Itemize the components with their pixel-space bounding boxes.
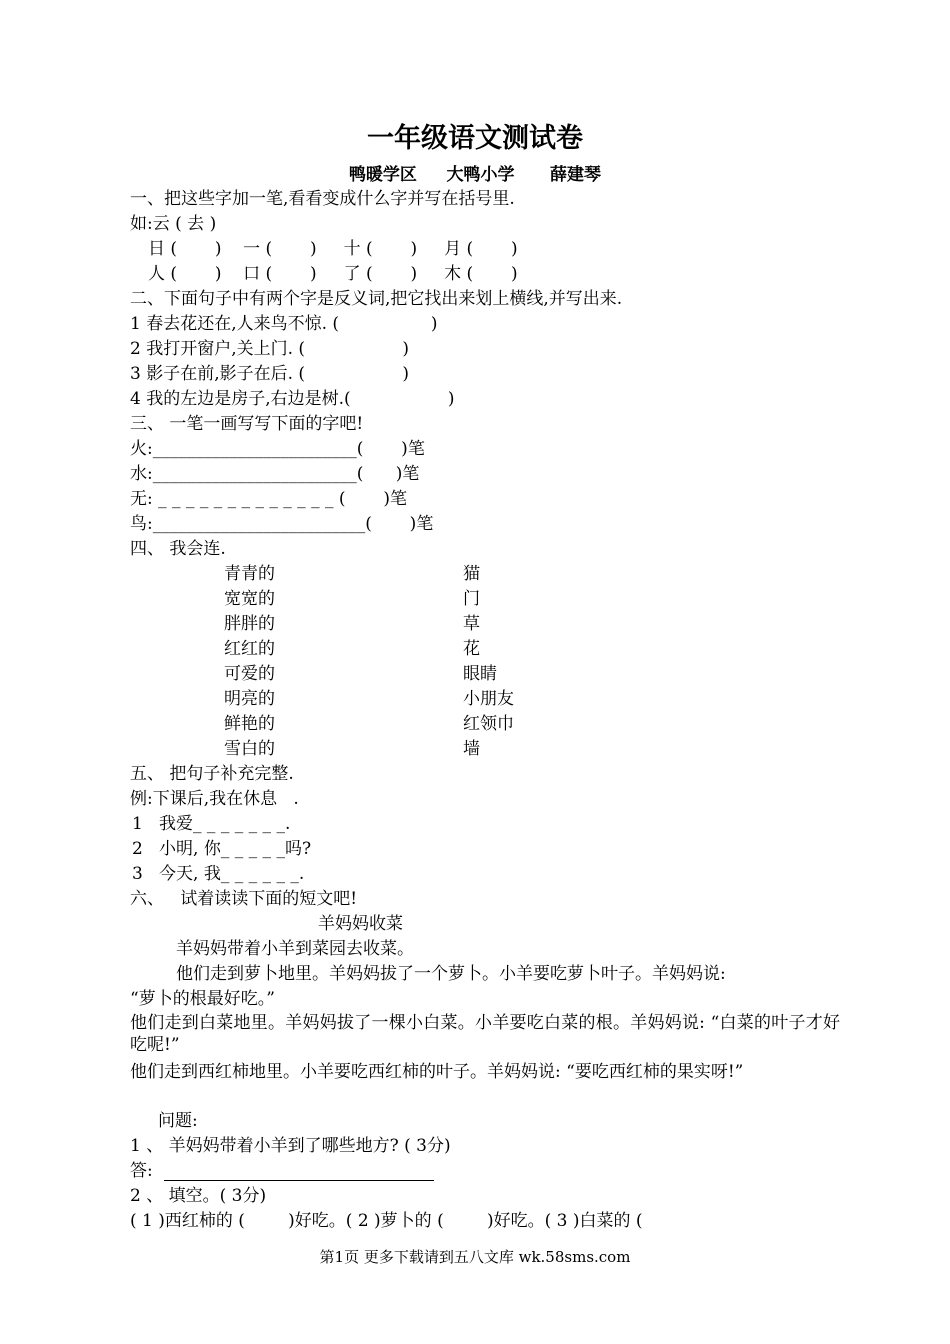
section3-item: 鸟:_________________________( )笔 [130, 514, 434, 534]
answer-line [164, 1180, 434, 1181]
question-1: 1 、 羊妈妈带着小羊到了哪些地方? ( 3分) [130, 1136, 451, 1156]
match-left-item: 明亮的 [224, 689, 275, 709]
section5-heading: 五、 把句子补充完整. [130, 764, 294, 784]
section5-item: 3 今天, 我_ _ _ _ _ _. [132, 864, 305, 884]
page-footer: 第1页 更多下载请到五八文库 wk.58sms.com [319, 1248, 631, 1266]
section1-heading: 一、把这些字加一笔,看看变成什么字并写在括号里. [130, 189, 515, 209]
section1-row: 日 ( ) 一 ( ) 十 ( ) 月 ( ) [148, 239, 518, 259]
match-right-item: 小朋友 [463, 689, 514, 709]
story-paragraph: 他们走到萝卜地里。羊妈妈拔了一个萝卜。小羊要吃萝卜叶子。羊妈妈说: [176, 964, 726, 984]
section1-example: 如:云 ( 去 ) [130, 214, 217, 234]
questions-label: 问题: [158, 1111, 198, 1131]
match-right-item: 墙 [463, 739, 480, 759]
match-left-item: 可爱的 [224, 664, 275, 684]
section5-item: 1 我爱_ _ _ _ _ _ _. [132, 814, 291, 834]
section3-item: 无: _ _ _ _ _ _ _ _ _ _ _ _ _ ( )笔 [130, 489, 407, 509]
match-left-item: 宽宽的 [224, 589, 275, 609]
section2-heading: 二、下面句子中有两个字是反义词,把它找出来划上横线,并写出来. [130, 289, 623, 309]
section5-example: 例:下课后,我在休息 . [130, 789, 299, 809]
story-paragraph: 羊妈妈带着小羊到菜园去收菜。 [176, 939, 414, 959]
section1-row: 人 ( ) 口 ( ) 了 ( ) 木 ( ) [148, 264, 518, 284]
match-left-item: 胖胖的 [224, 614, 275, 634]
question-2: 2 、 填空。( 3分) [130, 1186, 267, 1206]
match-right-item: 红领巾 [463, 714, 514, 734]
section2-item: 2 我打开窗户,关上门. ( ) [130, 339, 409, 359]
section3-item: 火:________________________( )笔 [130, 439, 425, 459]
story-paragraph: “萝卜的根最好吃。” [130, 989, 275, 1009]
match-left-item: 红红的 [224, 639, 275, 659]
match-right-item: 花 [463, 639, 480, 659]
story-paragraph: 他们走到西红柿地里。小羊要吃西红柿的叶子。羊妈妈说: “要吃西红柿的果实呀!” [130, 1062, 744, 1082]
match-left-item: 青青的 [224, 564, 275, 584]
question-2-blanks: ( 1 )西红柿的 ( )好吃。( 2 )萝卜的 ( )好吃。( 3 )白菜的 ( [130, 1211, 643, 1231]
section5-item: 2 小明, 你_ _ _ _ _吗? [132, 839, 312, 859]
match-right-item: 草 [463, 614, 480, 634]
page-title: 一年级语文测试卷 [367, 123, 583, 154]
match-right-item: 猫 [463, 564, 480, 584]
match-left-item: 雪白的 [224, 739, 275, 759]
story-paragraph: 他们走到白菜地里。羊妈妈拔了一棵小白菜。小羊要吃白菜的根。羊妈妈说: “白菜的叶子才好吃呢!” [130, 1013, 840, 1055]
answer-label: 答: [130, 1161, 153, 1181]
match-right-item: 门 [463, 589, 480, 609]
match-left-item: 鲜艳的 [224, 714, 275, 734]
story-title: 羊妈妈收菜 [318, 914, 403, 934]
section2-item: 3 影子在前,影子在后. ( ) [130, 364, 409, 384]
page-subtitle: 鸭暖学区 大鸭小学 薛建琴 [348, 165, 602, 185]
match-right-item: 眼睛 [463, 664, 497, 684]
section4-heading: 四、 我会连. [130, 539, 226, 559]
section6-heading: 六、 试着读读下面的短文吧! [130, 889, 358, 909]
section3-heading: 三、 一笔一画写写下面的字吧! [130, 414, 364, 434]
section2-item: 4 我的左边是房子,右边是树.( ) [130, 389, 455, 409]
section3-item: 水:________________________( )笔 [130, 464, 420, 484]
section2-item: 1 春去花还在,人来鸟不惊. ( ) [130, 314, 438, 334]
